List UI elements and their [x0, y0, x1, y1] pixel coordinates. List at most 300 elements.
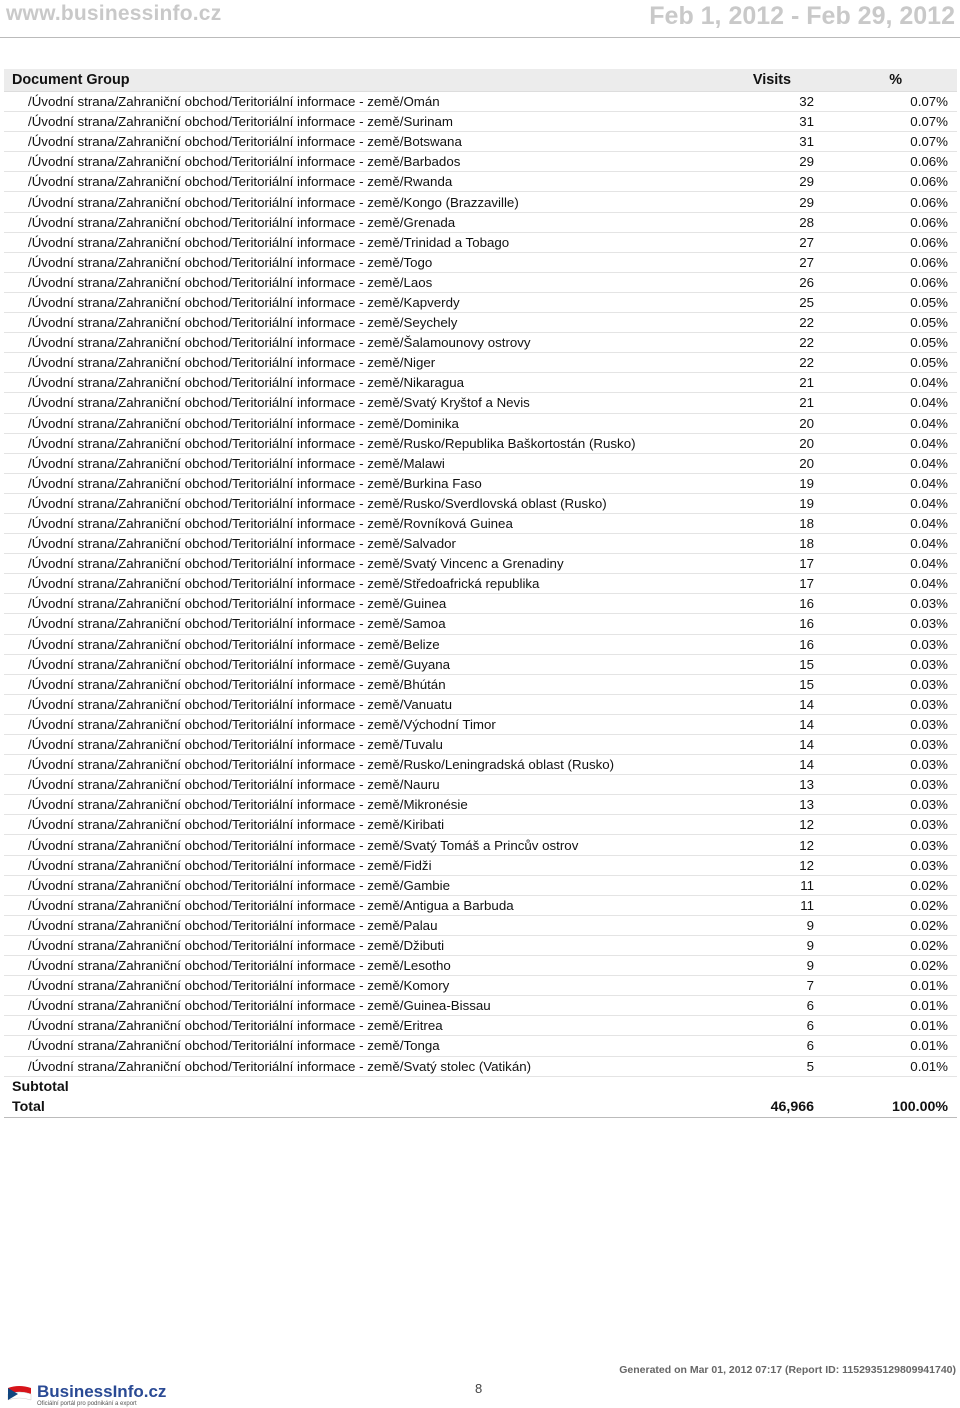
percent-cell: 0.06%: [822, 272, 957, 292]
country-name: Botswana: [403, 134, 462, 150]
table-row: [4, 192, 957, 212]
visits-cell: 29: [711, 152, 822, 172]
logo-subtitle: Oficiální portál pro podnikání a export: [37, 1401, 137, 1407]
table-row: [4, 674, 957, 694]
country-name: Rwanda: [403, 174, 453, 190]
percent-cell: 0.04%: [822, 393, 957, 413]
path-prefix: /Úvodní strana/Zahraniční obchod/Teritoriální informace - země/: [28, 375, 404, 391]
percent-cell: 0.03%: [822, 694, 957, 714]
document-group-cell: [4, 393, 711, 413]
table-row: [4, 152, 957, 172]
table-row: [4, 212, 957, 232]
path-prefix: /Úvodní strana/Zahraniční obchod/Teritoriální informace - země/: [28, 676, 404, 692]
visits-cell: 11: [711, 895, 822, 915]
path-prefix: /Úvodní strana/Zahraniční obchod/Teritoriální informace - země/: [28, 294, 404, 310]
document-group-cell: [4, 996, 711, 1016]
country-name: Guinea: [403, 596, 447, 612]
table-row: [4, 393, 957, 413]
table-row: [4, 313, 957, 333]
path-prefix: /Úvodní strana/Zahraniční obchod/Teritoriální informace - země/: [28, 636, 404, 652]
path-prefix: /Úvodní strana/Zahraniční obchod/Teritoriální informace - země/: [28, 134, 404, 150]
country-name: Togo: [403, 254, 433, 270]
subtotal-percent: [822, 1076, 957, 1097]
country-name: Džibuti: [403, 937, 445, 953]
path-prefix: /Úvodní strana/Zahraniční obchod/Teritoriální informace - země/: [28, 897, 404, 913]
document-group-cell: [4, 935, 711, 955]
country-name: Svatý Kryštof a Nevis: [403, 395, 530, 411]
document-group-cell: [4, 674, 711, 694]
path-prefix: /Úvodní strana/Zahraniční obchod/Teritoriální informace - země/: [28, 556, 404, 572]
logo-text: BusinessInfo.cz: [37, 1382, 167, 1401]
percent-cell: 0.06%: [822, 232, 957, 252]
percent-cell: 0.02%: [822, 956, 957, 976]
path-prefix: /Úvodní strana/Zahraniční obchod/Teritoriální informace - země/: [28, 355, 404, 371]
percent-cell: 0.03%: [822, 735, 957, 755]
document-group-cell: [4, 1016, 711, 1036]
visits-cell: 12: [711, 815, 822, 835]
percent-cell: 0.01%: [822, 1056, 957, 1076]
document-group-cell: [4, 755, 711, 775]
document-group-cell: [4, 292, 711, 312]
percent-cell: 0.06%: [822, 212, 957, 232]
document-group-cell: [4, 976, 711, 996]
country-name: Lesotho: [403, 958, 451, 974]
document-group-cell: [4, 694, 711, 714]
visits-cell: 18: [711, 534, 822, 554]
total-visits: 46,966: [711, 1097, 822, 1118]
path-prefix: /Úvodní strana/Zahraniční obchod/Teritoriální informace - země/: [28, 998, 404, 1014]
path-prefix: /Úvodní strana/Zahraniční obchod/Teritoriální informace - země/: [28, 857, 404, 873]
table-row: [4, 795, 957, 815]
country-name: Burkina Faso: [403, 475, 482, 491]
percent-cell: 0.04%: [822, 513, 957, 533]
table-row: [4, 895, 957, 915]
header-divider: [0, 37, 960, 38]
document-group-cell: [4, 735, 711, 755]
country-name: Východní Timor: [403, 716, 496, 732]
site-name: www.businessinfo.cz: [6, 2, 222, 25]
path-prefix: /Úvodní strana/Zahraniční obchod/Teritoriální informace - země/: [28, 455, 404, 471]
path-prefix: /Úvodní strana/Zahraniční obchod/Teritoriální informace - země/: [28, 877, 404, 893]
document-group-cell: [4, 473, 711, 493]
total-row: [4, 1097, 957, 1118]
country-name: Kiribati: [403, 817, 445, 833]
country-name: Guinea-Bissau: [403, 998, 491, 1014]
document-group-cell: [4, 714, 711, 734]
document-group-cell: [4, 574, 711, 594]
visits-cell: 29: [711, 192, 822, 212]
document-group-cell: [4, 875, 711, 895]
visits-cell: 15: [711, 654, 822, 674]
path-prefix: /Úvodní strana/Zahraniční obchod/Teritoriální informace - země/: [28, 978, 404, 994]
visits-cell: 9: [711, 915, 822, 935]
path-prefix: /Úvodní strana/Zahraniční obchod/Teritoriální informace - země/: [28, 415, 404, 431]
document-group-cell: [4, 192, 711, 212]
percent-cell: 0.05%: [822, 313, 957, 333]
path-prefix: /Úvodní strana/Zahraniční obchod/Teritoriální informace - země/: [28, 495, 404, 511]
table-row: [4, 815, 957, 835]
visits-cell: 12: [711, 835, 822, 855]
country-name: Tuvalu: [403, 737, 443, 753]
visits-cell: 19: [711, 493, 822, 513]
document-group-cell: [4, 1056, 711, 1076]
document-group-cell: [4, 373, 711, 393]
table-row: [4, 574, 957, 594]
country-name: Komory: [403, 978, 450, 994]
country-name: Kongo (Brazzaville): [403, 194, 519, 210]
percent-cell: 0.02%: [822, 915, 957, 935]
country-name: Bhútán: [403, 676, 446, 692]
percent-cell: 0.03%: [822, 674, 957, 694]
table-row: [4, 594, 957, 614]
table-row: [4, 453, 957, 473]
path-prefix: /Úvodní strana/Zahraniční obchod/Teritoriální informace - země/: [28, 94, 404, 110]
document-group-cell: [4, 534, 711, 554]
percent-cell: 0.03%: [822, 755, 957, 775]
table-row: [4, 534, 957, 554]
visits-cell: 27: [711, 232, 822, 252]
document-group-cell: [4, 915, 711, 935]
document-group-cell: [4, 594, 711, 614]
path-prefix: /Úvodní strana/Zahraniční obchod/Teritoriální informace - země/: [28, 234, 404, 250]
percent-cell: 0.07%: [822, 92, 957, 112]
country-name: Seychely: [403, 315, 458, 331]
document-group-cell: [4, 152, 711, 172]
percent-cell: 0.01%: [822, 1036, 957, 1056]
path-prefix: /Úvodní strana/Zahraniční obchod/Teritoriální informace - země/: [28, 958, 404, 974]
path-prefix: /Úvodní strana/Zahraniční obchod/Teritoriální informace - země/: [28, 174, 404, 190]
flag-logo-icon: [6, 1384, 33, 1403]
visits-cell: 17: [711, 554, 822, 574]
document-group-cell: [4, 333, 711, 353]
visits-cell: 28: [711, 212, 822, 232]
country-name: Svatý Vincenc a Grenadiny: [403, 556, 564, 572]
percent-cell: 0.06%: [822, 252, 957, 272]
country-name: Antigua a Barbuda: [403, 897, 514, 913]
percent-cell: 0.04%: [822, 433, 957, 453]
path-prefix: /Úvodní strana/Zahraniční obchod/Teritoriální informace - země/: [28, 596, 404, 612]
country-name: Laos: [403, 274, 433, 290]
document-group-cell: [4, 835, 711, 855]
path-prefix: /Úvodní strana/Zahraniční obchod/Teritoriální informace - země/: [28, 315, 404, 331]
percent-cell: 0.03%: [822, 835, 957, 855]
visits-cell: 21: [711, 373, 822, 393]
visits-cell: 14: [711, 735, 822, 755]
path-prefix: /Úvodní strana/Zahraniční obchod/Teritoriální informace - země/: [28, 274, 404, 290]
percent-cell: 0.04%: [822, 554, 957, 574]
percent-cell: 0.02%: [822, 935, 957, 955]
document-group-cell: [4, 654, 711, 674]
path-prefix: /Úvodní strana/Zahraniční obchod/Teritoriální informace - země/: [28, 335, 404, 351]
document-group-cell: [4, 895, 711, 915]
document-group-cell: [4, 1036, 711, 1056]
percent-cell: 0.03%: [822, 855, 957, 875]
country-name: Rusko/Leningradská oblast (Rusko): [403, 757, 615, 773]
path-prefix: /Úvodní strana/Zahraniční obchod/Teritoriální informace - země/: [28, 395, 404, 411]
document-group-cell: [4, 855, 711, 875]
percent-cell: 0.06%: [822, 172, 957, 192]
path-prefix: /Úvodní strana/Zahraniční obchod/Teritoriální informace - země/: [28, 214, 404, 230]
path-prefix: /Úvodní strana/Zahraniční obchod/Teritoriální informace - země/: [28, 656, 404, 672]
country-name: Mikronésie: [403, 797, 468, 813]
visits-cell: 25: [711, 292, 822, 312]
visits-cell: 22: [711, 333, 822, 353]
visits-cell: 20: [711, 413, 822, 433]
document-group-cell: [4, 92, 711, 112]
country-name: Rovníková Guinea: [403, 516, 513, 532]
table-row: [4, 413, 957, 433]
table-row: [4, 132, 957, 152]
visits-cell: 9: [711, 935, 822, 955]
table-row: [4, 835, 957, 855]
column-header-visits: Visits: [711, 69, 822, 92]
path-prefix: /Úvodní strana/Zahraniční obchod/Teritoriální informace - země/: [28, 154, 404, 170]
column-header-percent: %: [822, 69, 957, 92]
country-name: Svatý stolec (Vatikán): [403, 1058, 532, 1074]
visits-cell: 13: [711, 775, 822, 795]
document-group-cell: [4, 433, 711, 453]
visits-cell: 5: [711, 1056, 822, 1076]
path-prefix: /Úvodní strana/Zahraniční obchod/Teritoriální informace - země/: [28, 917, 404, 933]
table-row: [4, 755, 957, 775]
businessinfo-logo: [6, 1380, 167, 1408]
country-name: Palau: [403, 917, 438, 933]
path-prefix: /Úvodní strana/Zahraniční obchod/Teritoriální informace - země/: [28, 1038, 404, 1054]
table-row: [4, 1016, 957, 1036]
report-header: [0, 0, 960, 36]
generated-info: Generated on Mar 01, 2012 07:17 (Report ID: 1152935129809941740): [619, 1364, 956, 1376]
country-name: Tonga: [403, 1038, 440, 1054]
table-row: [4, 935, 957, 955]
path-prefix: /Úvodní strana/Zahraniční obchod/Teritoriální informace - země/: [28, 837, 404, 853]
percent-cell: 0.04%: [822, 413, 957, 433]
document-group-cell: [4, 132, 711, 152]
country-name: Barbados: [403, 154, 461, 170]
country-name: Belize: [403, 636, 440, 652]
visits-cell: 17: [711, 574, 822, 594]
country-name: Svatý Tomáš a Princův ostrov: [403, 837, 579, 853]
country-name: Trinidad a Tobago: [403, 234, 510, 250]
country-name: Rusko/Republika Baškortostán (Rusko): [403, 435, 636, 451]
visits-cell: 20: [711, 453, 822, 473]
visits-cell: 7: [711, 976, 822, 996]
document-group-cell: [4, 554, 711, 574]
table-row: [4, 634, 957, 654]
path-prefix: /Úvodní strana/Zahraniční obchod/Teritoriální informace - země/: [28, 1058, 404, 1074]
percent-cell: 0.02%: [822, 895, 957, 915]
path-prefix: /Úvodní strana/Zahraniční obchod/Teritoriální informace - země/: [28, 475, 404, 491]
percent-cell: 0.03%: [822, 714, 957, 734]
percent-cell: 0.04%: [822, 534, 957, 554]
table-row: [4, 232, 957, 252]
percent-cell: 0.01%: [822, 976, 957, 996]
table-row: [4, 473, 957, 493]
visits-cell: 16: [711, 634, 822, 654]
path-prefix: /Úvodní strana/Zahraniční obchod/Teritoriální informace - země/: [28, 737, 404, 753]
visits-cell: 19: [711, 473, 822, 493]
visits-cell: 20: [711, 433, 822, 453]
country-name: Kapverdy: [403, 294, 460, 310]
country-name: Gambie: [403, 877, 451, 893]
visits-cell: 14: [711, 755, 822, 775]
document-group-cell: [4, 614, 711, 634]
table-row: [4, 775, 957, 795]
visits-cell: 6: [711, 1036, 822, 1056]
document-group-cell: [4, 212, 711, 232]
country-name: Nikaragua: [403, 375, 465, 391]
percent-cell: 0.04%: [822, 373, 957, 393]
visits-cell: 32: [711, 92, 822, 112]
country-name: Fidži: [403, 857, 432, 873]
percent-cell: 0.05%: [822, 292, 957, 312]
table-row: [4, 714, 957, 734]
percent-cell: 0.04%: [822, 453, 957, 473]
country-name: Rusko/Sverdlovská oblast (Rusko): [403, 495, 607, 511]
document-group-cell: [4, 956, 711, 976]
table-row: [4, 373, 957, 393]
visits-cell: 9: [711, 956, 822, 976]
visits-cell: 26: [711, 272, 822, 292]
visits-cell: 14: [711, 714, 822, 734]
percent-cell: 0.06%: [822, 192, 957, 212]
visits-cell: 11: [711, 875, 822, 895]
table-row: [4, 272, 957, 292]
country-name: Malawi: [403, 455, 445, 471]
table-row: [4, 1036, 957, 1056]
percent-cell: 0.05%: [822, 333, 957, 353]
path-prefix: /Úvodní strana/Zahraniční obchod/Teritoriální informace - země/: [28, 716, 404, 732]
document-group-cell: [4, 232, 711, 252]
percent-cell: 0.04%: [822, 473, 957, 493]
table-row: [4, 735, 957, 755]
document-group-cell: [4, 172, 711, 192]
percent-cell: 0.04%: [822, 493, 957, 513]
percent-cell: 0.03%: [822, 815, 957, 835]
country-name: Eritrea: [403, 1018, 443, 1034]
percent-cell: 0.01%: [822, 996, 957, 1016]
visits-cell: 18: [711, 513, 822, 533]
country-name: Dominika: [403, 415, 459, 431]
path-prefix: /Úvodní strana/Zahraniční obchod/Teritoriální informace - země/: [28, 937, 404, 953]
country-name: Vanuatu: [403, 696, 453, 712]
path-prefix: /Úvodní strana/Zahraniční obchod/Teritoriální informace - země/: [28, 576, 404, 592]
path-prefix: /Úvodní strana/Zahraniční obchod/Teritoriální informace - země/: [28, 516, 404, 532]
document-group-table: [4, 69, 957, 1118]
document-group-cell: [4, 775, 711, 795]
document-group-cell: [4, 795, 711, 815]
column-header-document-group: Document Group: [4, 69, 711, 92]
percent-cell: 0.01%: [822, 1016, 957, 1036]
document-group-cell: [4, 815, 711, 835]
table-row: [4, 493, 957, 513]
date-range: Feb 1, 2012 - Feb 29, 2012: [649, 2, 955, 30]
table-row: [4, 1056, 957, 1076]
visits-cell: 31: [711, 132, 822, 152]
percent-cell: 0.03%: [822, 594, 957, 614]
table-row: [4, 915, 957, 935]
path-prefix: /Úvodní strana/Zahraniční obchod/Teritoriální informace - země/: [28, 616, 404, 632]
table-row: [4, 554, 957, 574]
table-row: [4, 855, 957, 875]
percent-cell: 0.03%: [822, 614, 957, 634]
path-prefix: /Úvodní strana/Zahraniční obchod/Teritoriální informace - země/: [28, 114, 404, 130]
report-footer: [0, 1355, 960, 1408]
visits-cell: 14: [711, 694, 822, 714]
table-row: [4, 956, 957, 976]
page-number: 8: [475, 1381, 483, 1396]
visits-cell: 16: [711, 594, 822, 614]
percent-cell: 0.07%: [822, 112, 957, 132]
country-name: Grenada: [403, 214, 456, 230]
total-percent: 100.00%: [822, 1097, 957, 1118]
visits-cell: 6: [711, 1016, 822, 1036]
visits-cell: 27: [711, 252, 822, 272]
path-prefix: /Úvodní strana/Zahraniční obchod/Teritoriální informace - země/: [28, 797, 404, 813]
document-group-cell: [4, 112, 711, 132]
country-name: Středoafrická republika: [403, 576, 540, 592]
document-group-cell: [4, 513, 711, 533]
document-group-cell: [4, 493, 711, 513]
table-row: [4, 996, 957, 1016]
country-name: Salvador: [403, 536, 456, 552]
path-prefix: /Úvodní strana/Zahraniční obchod/Teritoriální informace - země/: [28, 696, 404, 712]
document-group-cell: [4, 413, 711, 433]
percent-cell: 0.03%: [822, 634, 957, 654]
table-row: [4, 252, 957, 272]
table-header-row: [4, 69, 957, 92]
percent-cell: 0.04%: [822, 574, 957, 594]
country-name: Samoa: [403, 616, 446, 632]
path-prefix: /Úvodní strana/Zahraniční obchod/Teritoriální informace - země/: [28, 817, 404, 833]
path-prefix: /Úvodní strana/Zahraniční obchod/Teritoriální informace - země/: [28, 1018, 404, 1034]
path-prefix: /Úvodní strana/Zahraniční obchod/Teritoriální informace - země/: [28, 194, 404, 210]
percent-cell: 0.02%: [822, 875, 957, 895]
percent-cell: 0.03%: [822, 795, 957, 815]
document-group-cell: [4, 634, 711, 654]
table-row: [4, 112, 957, 132]
table-row: [4, 353, 957, 373]
path-prefix: /Úvodní strana/Zahraniční obchod/Teritoriální informace - země/: [28, 757, 404, 773]
country-name: Šalamounovy ostrovy: [403, 335, 531, 351]
visits-cell: 13: [711, 795, 822, 815]
country-name: Niger: [403, 355, 436, 371]
total-label: Total: [4, 1097, 711, 1118]
country-name: Guyana: [403, 656, 451, 672]
path-prefix: /Úvodní strana/Zahraniční obchod/Teritoriální informace - země/: [28, 777, 404, 793]
document-group-cell: [4, 353, 711, 373]
path-prefix: /Úvodní strana/Zahraniční obchod/Teritoriální informace - země/: [28, 435, 404, 451]
country-name: Nauru: [403, 777, 440, 793]
visits-cell: 29: [711, 172, 822, 192]
visits-cell: 21: [711, 393, 822, 413]
path-prefix: /Úvodní strana/Zahraniční obchod/Teritoriální informace - země/: [28, 536, 404, 552]
table-row: [4, 875, 957, 895]
subtotal-row: [4, 1076, 957, 1097]
document-group-cell: [4, 313, 711, 333]
table-body: [4, 92, 957, 1077]
table-row: [4, 654, 957, 674]
visits-cell: 15: [711, 674, 822, 694]
path-prefix: /Úvodní strana/Zahraniční obchod/Teritoriální informace - země/: [28, 254, 404, 270]
table-row: [4, 433, 957, 453]
table-row: [4, 614, 957, 634]
document-group-cell: [4, 252, 711, 272]
visits-cell: 16: [711, 614, 822, 634]
table-row: [4, 333, 957, 353]
document-group-cell: [4, 272, 711, 292]
visits-cell: 22: [711, 353, 822, 373]
document-group-cell: [4, 453, 711, 473]
